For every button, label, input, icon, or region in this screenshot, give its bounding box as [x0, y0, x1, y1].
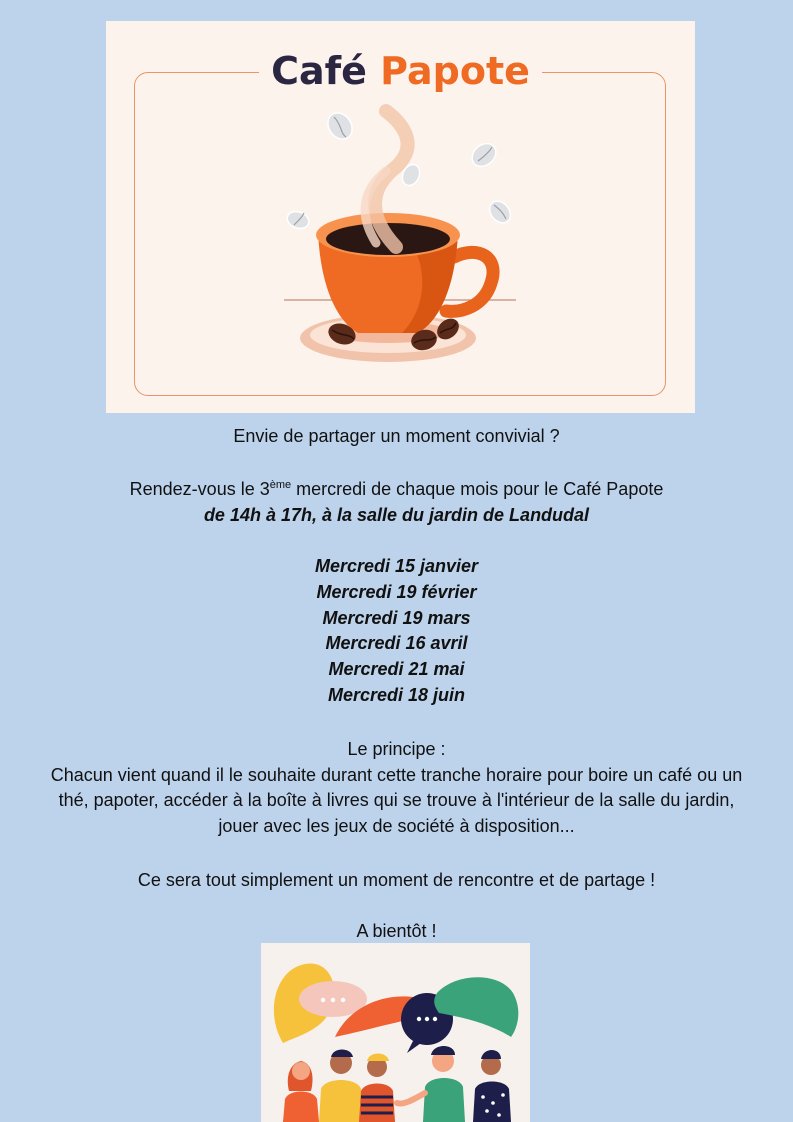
date-item: Mercredi 18 juin [327, 684, 466, 705]
hero-title-word1: Café [271, 49, 367, 93]
rdv-prefix: Rendez-vous le 3 [129, 479, 270, 499]
date-item: Mercredi 19 mars [322, 607, 471, 628]
date-item: Mercredi 21 mai [328, 659, 465, 680]
hero-title-word2: Papote [380, 49, 530, 93]
rdv-ordinal: ème [269, 479, 292, 491]
principe-block [40, 737, 753, 839]
date-item: Mercredi 16 avril [325, 633, 468, 654]
date-item: Mercredi 15 janvier [314, 556, 479, 576]
rdv-block [40, 477, 753, 528]
principe-body: Chacun vient quand il le souhaite durant cette tranche horaire pour boire un café ou un thé, papoter, accéder à la boîte à livres qui se trouve à l'intérieur de la salle du jardin, jouer avec les jeux de société à disposition... [50, 764, 743, 836]
rdv-suffix: mercredi de chaque mois pour le Café Papote [291, 479, 664, 499]
date-item: Mercredi 19 février [316, 581, 477, 602]
principe-heading: Le principe : [347, 739, 446, 759]
dates-list [40, 554, 753, 709]
bientot-text: A bientôt ! [356, 921, 437, 941]
hero-title [106, 45, 695, 97]
hero-image [106, 21, 695, 413]
rdv-details: de 14h à 17h, à la salle du jardin de Landudal [203, 504, 590, 525]
people-illustration [261, 943, 530, 1122]
rdv-line [40, 477, 753, 503]
partage-text: Ce sera tout simplement un moment de rencontre et de partage ! [137, 870, 656, 890]
people-chatting-icon [261, 943, 530, 1122]
intro-text: Envie de partager un moment convivial ? [233, 426, 560, 446]
